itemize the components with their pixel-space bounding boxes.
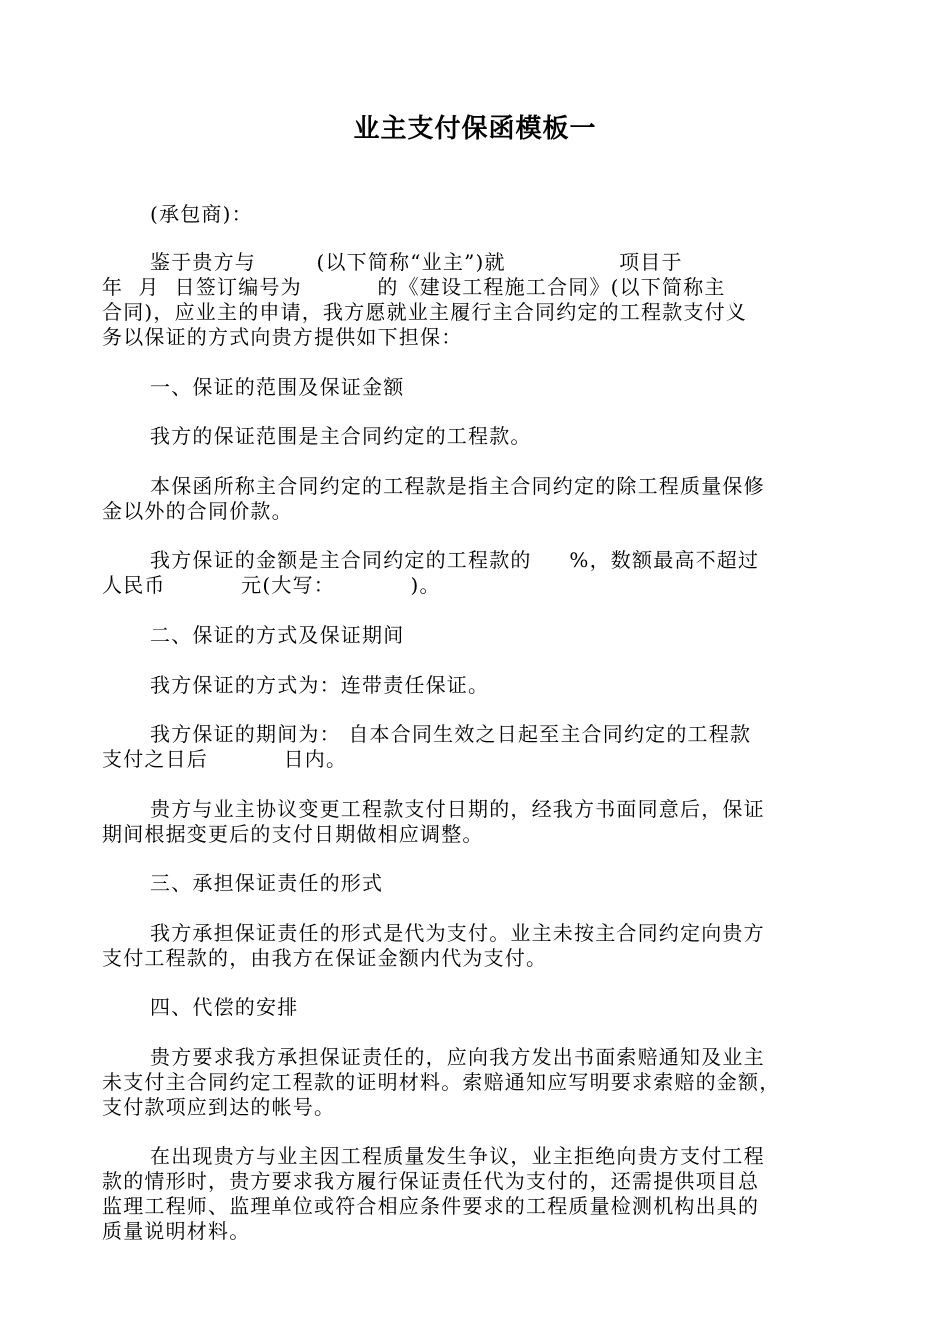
section-1-paragraph-3-line-1: 我方保证的金额是主合同约定的工程款的 %，数额最高不超过	[150, 548, 760, 572]
section-1-paragraph-2-line-1: 本保函所称主合同约定的工程款是指主合同约定的除工程质量保修	[150, 474, 765, 498]
section-1-heading: 一、保证的范围及保证金额	[150, 375, 405, 399]
section-2-paragraph-3-line-1: 贵方与业主协议变更工程款支付日期的，经我方书面同意后，保证	[150, 797, 765, 821]
section-2-paragraph-2-line-1: 我方保证的期间为： 自本合同生效之日起至主合同约定的工程款	[150, 722, 752, 746]
salutation: (承包商)：	[150, 202, 253, 226]
section-4-paragraph-2-line-2: 款的情形时，贵方要求我方履行保证责任代为支付的，还需提供项目总	[102, 1169, 760, 1193]
section-4-paragraph-1-line-2: 未支付主合同约定工程款的证明材料。索赔通知应写明要求索赔的金额，	[102, 1070, 781, 1094]
document-title: 业主支付保函模板一	[353, 114, 597, 144]
section-2-paragraph-3-line-2: 期间根据变更后的支付日期做相应调整。	[102, 822, 484, 846]
section-4-paragraph-2-line-4: 质量说明材料。	[102, 1219, 251, 1243]
section-1-paragraph-3-line-2: 人民币 元(大写： )。	[102, 573, 441, 597]
section-4-paragraph-2-line-1: 在出现贵方与业主因工程质量发生争议，业主拒绝向贵方支付工程	[150, 1144, 765, 1168]
section-4-paragraph-1-line-1: 贵方要求我方承担保证责任的，应向我方发出书面索赔通知及业主	[150, 1045, 765, 1069]
section-1-paragraph-2-line-2: 金以外的合同价款。	[102, 499, 293, 523]
section-4-heading: 四、代偿的安排	[150, 995, 299, 1019]
section-3-paragraph-1-line-1: 我方承担保证责任的形式是代为支付。业主未按主合同约定向贵方	[150, 921, 765, 945]
section-3-heading: 三、承担保证责任的形式	[150, 871, 384, 895]
intro-line-3: 合同)，应业主的申请，我方愿就业主履行主合同约定的工程款支付义	[102, 300, 748, 324]
section-2-paragraph-2-line-2: 支付之日后 日内。	[102, 747, 348, 771]
section-1-paragraph-1: 我方的保证范围是主合同约定的工程款。	[150, 424, 532, 448]
section-3-paragraph-1-line-2: 支付工程款的，由我方在保证金额内代为支付。	[102, 946, 548, 970]
intro-line-4: 务以保证的方式向贵方提供如下担保：	[102, 325, 463, 349]
intro-line-1: 鉴于贵方与 (以下简称“业主”)就 项目于	[150, 250, 683, 274]
intro-line-2: 年 月 日签订编号为 的《建设工程施工合同》(以下简称主	[102, 275, 726, 299]
section-4-paragraph-1-line-3: 支付款项应到达的帐号。	[102, 1095, 336, 1119]
section-2-paragraph-1: 我方保证的方式为：连带责任保证。	[150, 673, 490, 697]
section-4-paragraph-2-line-3: 监理工程师、监理单位或符合相应条件要求的工程质量检测机构出具的	[102, 1194, 760, 1218]
section-2-heading: 二、保证的方式及保证期间	[150, 623, 405, 647]
